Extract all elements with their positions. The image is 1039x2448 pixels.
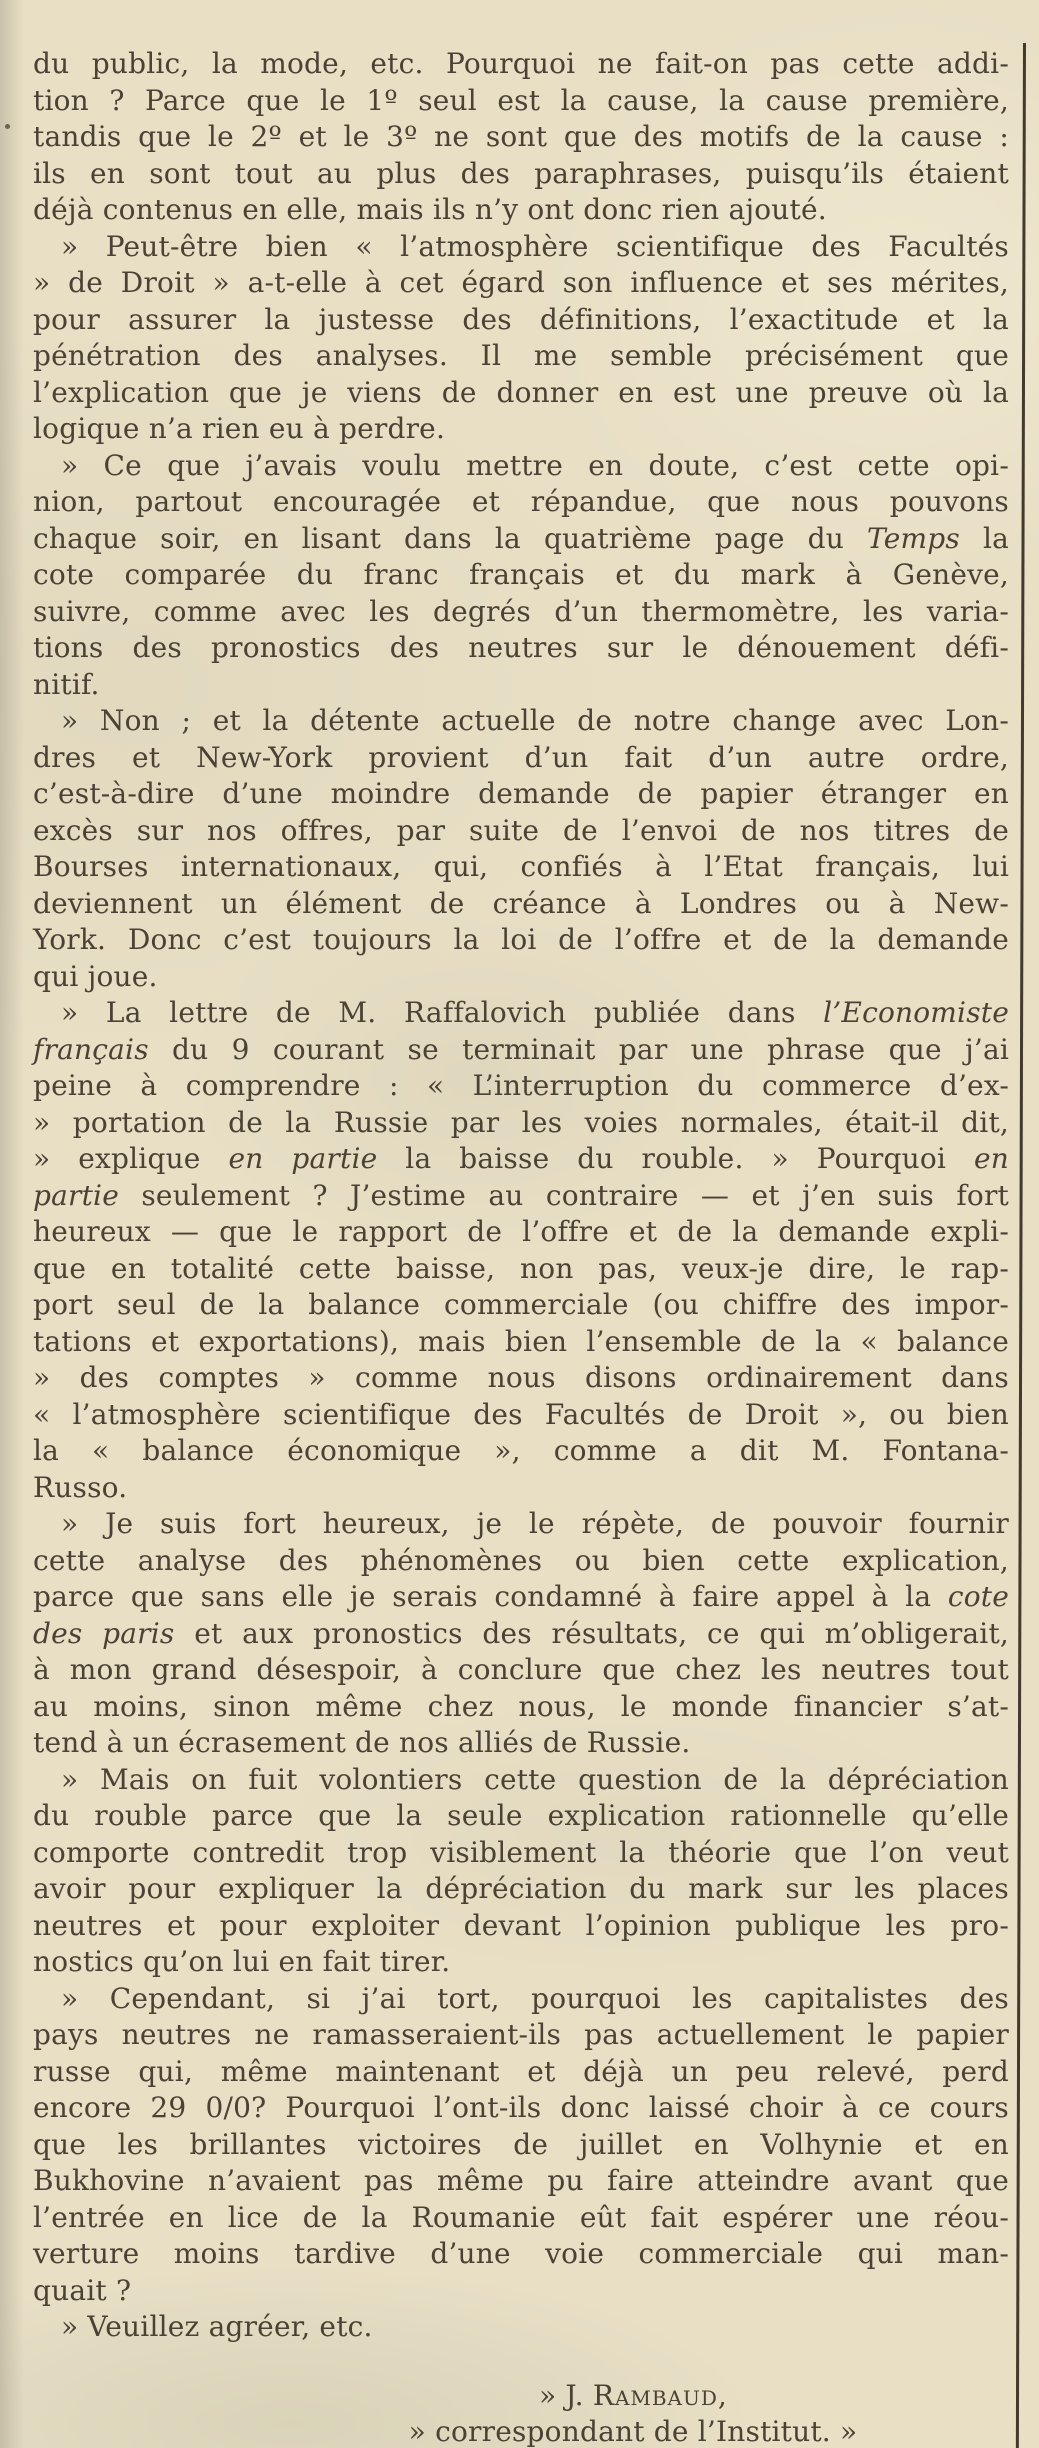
text-segment: » Cependant, si j’ai tort, pourquoi les capitalistes des [61,1981,1009,2015]
text-line [33,265,1009,302]
text-segment: » Non ; et la détente actuelle de notre change avec Lon- [61,704,1009,737]
signature-name: Rambaud [592,2378,718,2412]
text-segment: la [959,521,1010,555]
text-line [33,1178,1009,1215]
text-line [33,1251,1009,1288]
text-line [33,1871,1009,1908]
text-line [33,2017,1009,2054]
text-line [33,2273,1009,2310]
text-segment: ils en sont tout au plus des paraphrases, puisqu’ils étaient [33,156,1009,190]
text-line [33,1725,1009,1762]
text-segment: » Peut-être bien « l’atmosphère scientifique des Facultés [61,229,1009,263]
text-segment: » La lettre de M. Raffalovich publiée dans [61,996,824,1029]
text-segment: logique n’a rien eu à perdre. [33,412,446,445]
text-line [33,338,1009,375]
text-segment: tend à un écrasement de nos alliés de Russie. [33,1726,691,1759]
text-line [33,1214,1009,1251]
italic-text-segment: en [973,1142,1009,1175]
text-line [33,1981,1009,2018]
text-line [33,1287,1009,1324]
text-line [33,1433,1009,1470]
italic-text-segment: des paris [33,1616,175,1650]
text-line [33,667,1009,704]
text-line [33,1032,1009,1069]
text-line [33,886,1009,923]
italic-text-segment: partie [33,1178,119,1212]
text-segment: cote comparée du franc français et du mark à Genève, [33,558,1009,591]
text-segment: c’est-à-dire d’une moindre demande de papier étranger en [33,777,1009,810]
text-line [33,2054,1009,2091]
text-line [33,740,1009,777]
text-line [33,1470,1009,1507]
signature-name-line [288,2378,978,2415]
text-line [33,2200,1009,2237]
italic-text-segment: en partie [228,1142,378,1175]
text-segment: déjà contenus en elle, mais ils n’y ont donc rien ajouté. [33,193,827,226]
text-line [33,1506,1009,1543]
text-segment: cette analyse des phénomènes ou bien cette explication, [33,1543,1009,1577]
paragraph [33,703,1009,995]
text-segment: l’explication que je viens de donner en est une preuve où la [33,375,1009,409]
text-line [33,302,1009,339]
text-line [33,849,1009,886]
text-segment: » Mais on fuit volontiers cette question de la dépréciation [61,1762,1009,1796]
text-segment: Bukhovine n’avaient pas même pu faire atteindre avant que [33,2164,1009,2197]
italic-text-segment: Temps [867,521,960,555]
text-segment: excès sur nos offres, par suite de l’envoi de nos titres de [33,813,1009,847]
scan-edge-shading [0,0,24,2448]
text-segment: pays neutres ne ramasseraient-ils pas actuellement le papier [33,2018,1009,2051]
text-line [33,922,1009,959]
paragraph [33,1762,1009,1981]
text-line [33,229,1009,266]
text-segment: dres et New-York provient d’un fait d’un autre ordre, [33,740,1009,774]
text-line [33,813,1009,850]
italic-text-segment: français [33,1032,149,1066]
italic-text-segment: l’Economiste [823,996,1009,1029]
text-segment: heureux — que le rapport de l’offre et de la demande expli- [33,1215,1009,1248]
text-line [33,1798,1009,1835]
text-segment: port seul de la balance commerciale (ou chiffre des impor- [33,1288,1009,1321]
text-line [33,1068,1009,1105]
paragraph [33,995,1009,1506]
paragraph [33,229,1009,448]
ink-speck [5,124,10,129]
text-line [33,2236,1009,2273]
text-line [33,521,1009,558]
text-line [33,703,1009,740]
text-line [33,1324,1009,1361]
text-line [33,46,1009,83]
text-segment: verture moins tardive d’une voie commerciale qui man- [33,2237,1009,2270]
text-segment: qui joue. [33,959,158,993]
paragraph [33,2309,1009,2346]
text-line [33,557,1009,594]
text-segment: au moins, sinon même chez nous, le monde financier s’at- [33,1689,1009,1723]
text-line [33,1397,1009,1434]
text-segment: nion, partout encouragée et répandue, que nous pouvons [33,485,1009,518]
text-line [33,1652,1009,1689]
signature-name-prefix: » J. [538,2378,593,2412]
text-segment: encore 29 0/0? Pourquoi l’ont-ils donc laissé choir à ce cours [33,2091,1009,2124]
text-column [33,46,1009,2448]
text-line [33,959,1009,996]
text-line [33,2163,1009,2200]
text-segment: tions des pronostics des neutres sur le dénouement défi- [33,631,1009,664]
text-segment: deviennent un élément de créance à Londres ou à New- [33,886,1009,920]
text-line [33,192,1009,229]
text-segment: à mon grand désespoir, à conclure que chez les neutres tout [33,1653,1009,1686]
text-line [33,411,1009,448]
text-line [33,630,1009,667]
text-segment: tandis que le 2º et le 3º ne sont que des motifs de la cause : [33,120,1009,153]
text-segment: neutres et pour exploiter devant l’opinion publique les pro- [33,1908,1009,1942]
text-line [33,776,1009,813]
text-segment: russe qui, même maintenant et déjà un peu relevé, perd [33,2054,1009,2088]
text-segment: » de Droit » a-t-elle à cet égard son influence et ses mérites, [33,266,1009,299]
paragraph [33,448,1009,704]
italic-text-segment: cote [947,1580,1009,1613]
text-segment: du rouble parce que la seule explication rationnelle qu’elle [33,1799,1009,1832]
text-line [33,83,1009,120]
text-line [33,484,1009,521]
text-segment: Russo. [33,1470,128,1504]
text-segment: York. Donc c’est toujours la loi de l’offre et de la demande [33,923,1009,956]
signature-name-suffix: , [717,2378,728,2412]
text-segment: la « balance économique », comme a dit M. Fontana- [33,1434,1009,1467]
text-segment: tations et exportations), mais bien l’ensemble de la « balance [33,1324,1009,1358]
text-line [33,1105,1009,1142]
text-line [33,1579,1009,1616]
text-line [33,119,1009,156]
letter-body [33,46,1009,2346]
text-segment: » portation de la Russie par les voies normales, était-il dit, [33,1105,1009,1139]
text-line [33,375,1009,412]
text-segment: Bourses internationaux, qui, confiés à l’Etat français, lui [33,850,1009,883]
text-line [33,1762,1009,1799]
text-line [33,1835,1009,1872]
text-segment: » Veuillez agréer, etc. [61,2310,373,2343]
text-segment: nostics qu’on lui en fait tirer. [33,1945,451,1978]
text-segment: parce que sans elle je serais condamné à faire appel à la [33,1580,948,1613]
text-segment: du 9 courant se terminait par une phrase que j’ai [148,1032,1009,1066]
text-line [33,1360,1009,1397]
text-segment: la baisse du rouble. » Pourquoi [377,1142,974,1175]
text-segment: peine à comprendre : « L’interruption du commerce d’ex- [33,1069,1009,1102]
signature-title-line: » correspondant de l’Institut. » [408,2415,858,2448]
signature-block [288,2378,978,2448]
text-line [33,1944,1009,1981]
text-segment: comporte contredit trop visiblement la théorie que l’on veut [33,1835,1009,1869]
text-line [33,2309,1009,2346]
text-line [33,1543,1009,1580]
text-segment: » explique [33,1142,229,1175]
text-segment: « l’atmosphère scientifique des Facultés de Droit », ou bien [33,1397,1009,1431]
text-line [33,594,1009,631]
text-line [33,2090,1009,2127]
text-line [33,156,1009,193]
text-line [33,995,1009,1032]
text-segment: suivre, comme avec les degrés d’un thermomètre, les varia- [33,594,1009,628]
text-segment: » des comptes » comme nous disons ordinairement dans [33,1361,1009,1394]
text-line [33,1616,1009,1653]
text-segment: que en totalité cette baisse, non pas, veux-je dire, le rap- [33,1251,1009,1285]
paragraph [33,1981,1009,2310]
text-segment: tion ? Parce que le 1º seul est la cause, la cause première, [33,83,1009,117]
text-segment: pénétration des analyses. Il me semble précisément que [33,339,1009,372]
text-segment: » Je suis fort heureux, je le répète, de pouvoir fournir [61,1507,1009,1540]
text-segment: quait ? [33,2273,132,2307]
text-segment: chaque soir, en lisant dans la quatrième page du [33,521,868,555]
text-segment: nitif. [33,667,100,701]
text-segment: » Ce que j’avais voulu mettre en doute, c’est cette opi- [61,448,1009,482]
text-line [33,2127,1009,2164]
column-divider-rule [1016,43,1026,2448]
text-segment: avoir pour expliquer la dépréciation du mark sur les places [33,1872,1009,1905]
text-line [33,1908,1009,1945]
text-segment: du public, la mode, etc. Pourquoi ne fait-on pas cette addi- [33,47,1009,80]
text-segment: et aux pronostics des résultats, ce qui m’obligerait, [174,1616,1010,1650]
paragraph [33,1506,1009,1762]
text-line [33,448,1009,485]
paragraph [33,46,1009,229]
text-segment: l’entrée en lice de la Roumanie eût fait espérer une réou- [33,2200,1009,2234]
text-segment: seulement ? J’estime au contraire — et j’en suis fort [118,1178,1009,1212]
text-segment: pour assurer la justesse des définitions, l’exactitude et la [33,302,1009,336]
text-line [33,1141,1009,1178]
text-segment: que les brillantes victoires de juillet en Volhynie et en [33,2127,1009,2161]
text-line [33,1689,1009,1726]
